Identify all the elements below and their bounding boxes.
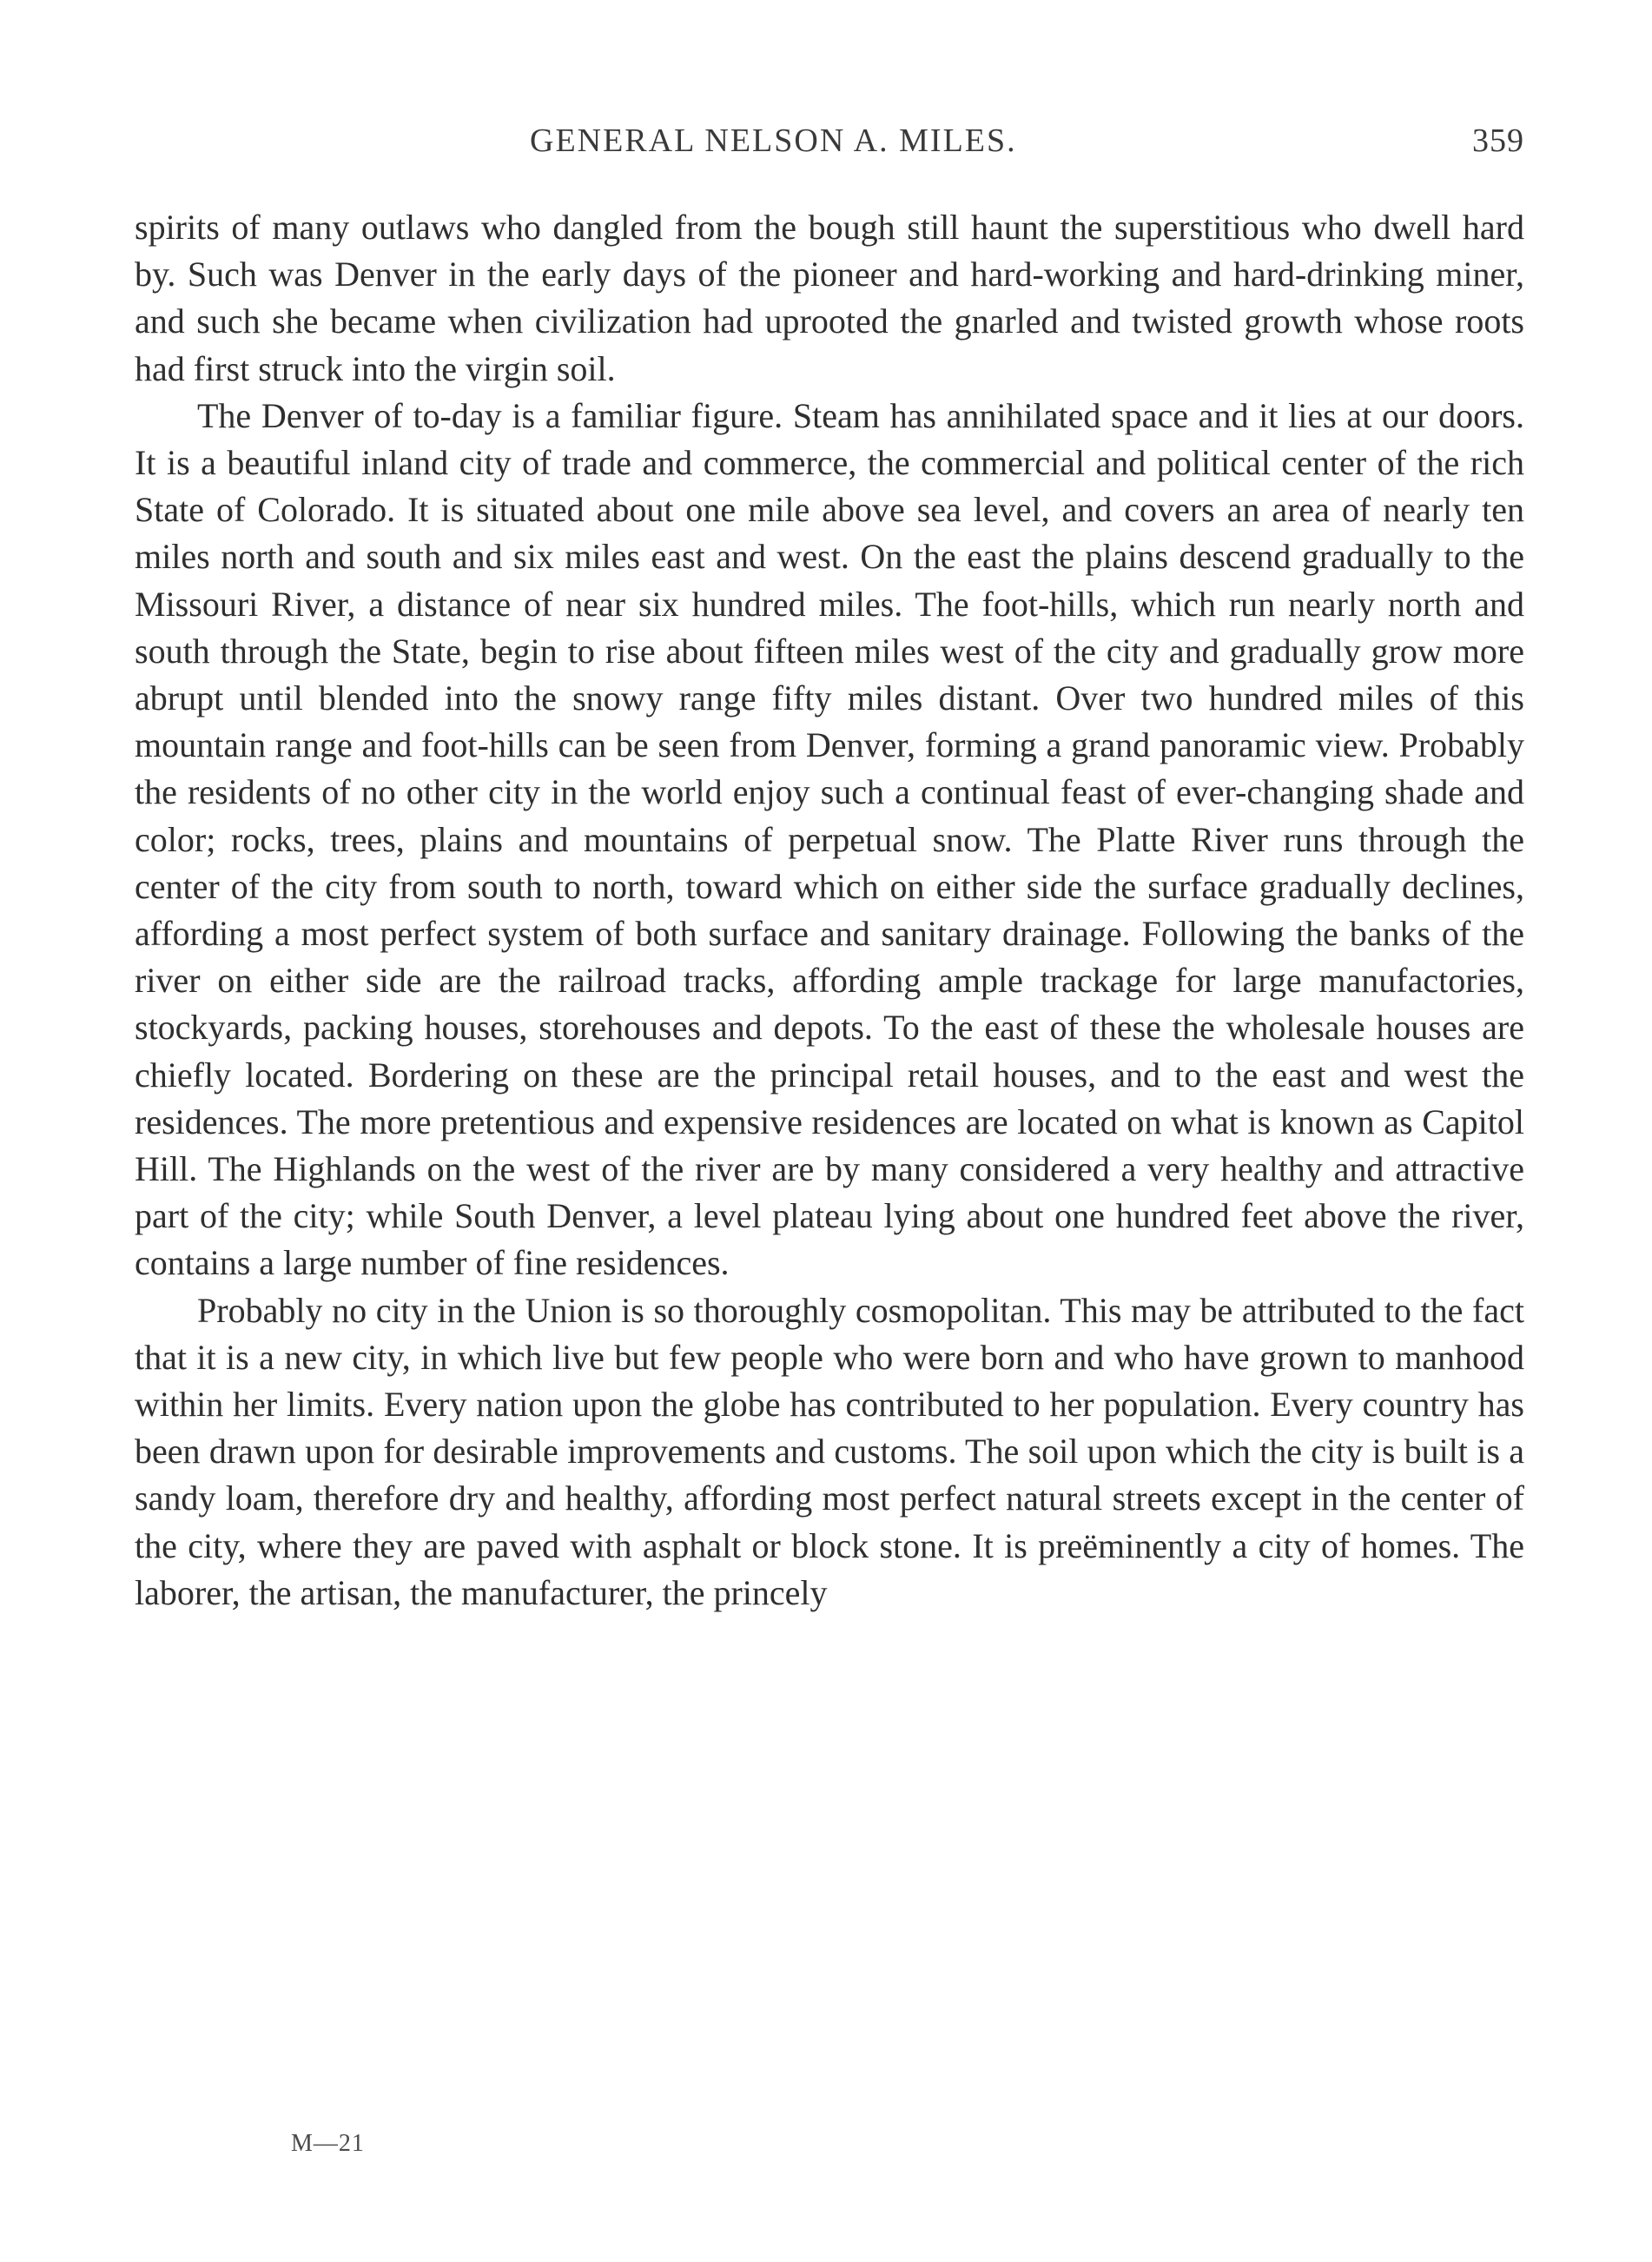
running-head bbox=[135, 122, 1524, 174]
paragraph-denver-today: The Denver of to-day is a familiar figure. Steam has annihilated space and it lies at our doors. It is a beautiful inland city of trade and commerce, the commercial and political center of the rich State of Colorado. It is situated about one mile above sea level, and covers an area of nearly ten miles north and south and six miles east and west. On the east the plains descend gradually to the Missouri River, a distance of near six hundred miles. The foot-hills, which run nearly north and south through the State, begin to rise about fifteen miles west of the city and gradually grow more abrupt until blended into the snowy range fifty miles distant. Over two hundred miles of this mountain range and foot-hills can be seen from Denver, forming a grand panoramic view. Probably the residents of no other city in the world enjoy such a continual feast of ever-changing shade and color; rocks, trees, plains and mountains of perpetual snow. The Platte River runs through the center of the city from south to north, toward which on either side the surface gradually declines, affording a most perfect system of both surface and sanitary drainage. Following the banks of the river on either side are the railroad tracks, affording ample trackage for large manufactories, stockyards, packing houses, storehouses and depots. To the east of these the wholesale houses are chiefly located. Bordering on these are the principal retail houses, and to the east and west the residences. The more pretentious and expensive residences are located on what is known as Capitol Hill. The Highlands on the west of the river are by many considered a very healthy and attractive part of the city; while South Denver, a level plateau lying about one hundred feet above the river, contains a large number of fine residences. bbox=[135, 395, 1524, 1283]
paragraph-cosmopolitan: Probably no city in the Union is so thoroughly cosmopolitan. This may be attributed to the fact that it is a new city, in which live but few people who were born and who have grown to manhood within her limits. Every nation upon the globe has contributed to her population. Every country has been drawn upon for desirable improvements and customs. The soil upon which the city is built is a sandy loam, therefore dry and healthy, affording most perfect natural streets except in the center of the city, where they are paved with asphalt or block stone. It is preëminently a city of homes. The laborer, the artisan, the manufacturer, the princely bbox=[135, 1290, 1524, 1612]
body-text bbox=[135, 204, 1524, 1617]
page-number: 359 bbox=[1472, 122, 1524, 159]
signature-mark: M—21 bbox=[291, 2130, 365, 2157]
running-title: GENERAL NELSON A. MILES. bbox=[530, 122, 1017, 159]
paragraph-continued: spirits of many outlaws who dangled from the bough still haunt the superstitious who dwell hard by. Such was Denver in the early days of the pioneer and hard-working and hard-drinking miner, and such she became when civilization had uprooted the gnarled and twisted growth whose roots had first struck into the virgin soil. bbox=[135, 208, 1524, 388]
